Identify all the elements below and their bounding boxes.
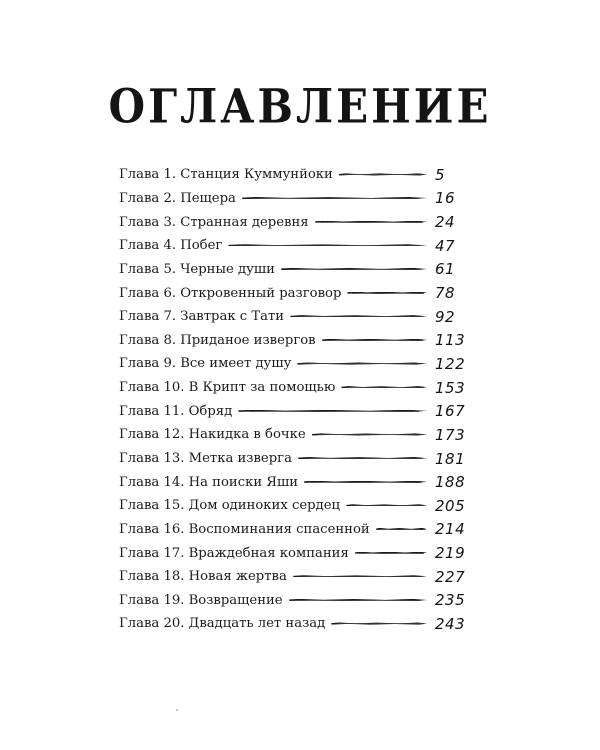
page-number: 5 [435,165,446,184]
toc-row[interactable] [119,541,479,565]
toc-row[interactable] [119,518,479,542]
page-number: 16 [435,189,456,208]
leader-line [304,481,427,484]
leader-line [297,362,427,365]
chapter-title: Глава 2. Пещера [119,190,236,206]
chapter-title: Глава 20. Двадцать лет назад [119,616,326,632]
page-number: 167 [435,402,466,421]
leader-line [341,386,427,389]
page-number: 227 [435,567,466,586]
page-number: 181 [435,449,466,468]
leader-line [355,552,427,555]
toc-row[interactable] [119,447,479,471]
leader-line [293,575,427,578]
page-number: 24 [435,213,456,232]
leader-line [289,599,427,602]
leader-line [331,622,427,625]
toc-row[interactable] [119,187,479,211]
page-number: 214 [435,520,466,539]
toc-row[interactable] [119,589,479,613]
chapter-title: Глава 12. Накидка в бочке [119,427,306,443]
toc-row[interactable] [119,470,479,494]
page-number: 219 [435,544,466,563]
toc-row[interactable] [119,352,479,376]
chapter-title: Глава 5. Черные души [119,261,275,277]
page-number: 188 [435,473,466,492]
chapter-title: Глава 17. Враждебная компания [119,545,349,561]
paper-speck [176,709,178,711]
toc-row[interactable] [119,612,479,636]
page-number: 173 [435,425,466,444]
leader-line [322,339,427,342]
chapter-title: Глава 4. Побег [119,238,223,254]
chapter-title: Глава 15. Дом одиноких сердец [119,498,341,514]
leader-line [290,315,427,318]
toc-row[interactable] [119,399,479,423]
leader-line [312,433,427,436]
leader-line [238,410,427,413]
table-of-contents [119,163,479,636]
page-number: 47 [435,236,456,255]
chapter-title: Глава 1. Станция Куммунйоки [119,167,333,183]
chapter-title: Глава 9. Все имеет душу [119,356,292,372]
page-number: 153 [435,378,466,397]
leader-line [298,457,427,460]
chapter-title: Глава 19. Возвращение [119,592,283,608]
toc-row[interactable] [119,234,479,258]
page-number: 243 [435,614,466,633]
leader-line [281,268,427,271]
chapter-title: Глава 8. Приданое извергов [119,332,316,348]
leader-line [346,504,427,507]
toc-row[interactable] [119,305,479,329]
toc-row[interactable] [119,163,479,187]
page-number: 122 [435,354,466,373]
chapter-title: Глава 10. В Крипт за помощью [119,380,336,396]
page-number: 92 [435,307,456,326]
page-number: 113 [435,331,466,350]
chapter-title: Глава 16. Воспоминания спасенной [119,521,370,537]
chapter-title: Глава 13. Метка изверга [119,451,292,466]
toc-row[interactable] [119,258,479,282]
leader-line [376,528,427,531]
page-number: 78 [435,284,456,303]
toc-row[interactable] [119,494,479,518]
page-number: 61 [435,260,456,279]
leader-line [242,197,427,200]
chapter-title: Глава 18. Новая жертва [119,569,287,585]
toc-row[interactable] [119,210,479,234]
chapter-title: Глава 14. На поиски Яши [119,474,298,490]
page-number: 235 [435,591,466,610]
chapter-title: Глава 11. Обряд [119,403,233,419]
leader-line [339,173,427,176]
chapter-title: Глава 7. Завтрак с Тати [119,309,285,325]
leader-line [315,221,427,224]
toc-row[interactable] [119,376,479,400]
page-title: ОГЛАВЛЕНИЕ [108,79,492,134]
toc-row[interactable] [119,281,479,305]
leader-line [228,244,427,247]
toc-row[interactable] [119,423,479,447]
page-number: 205 [435,496,466,515]
chapter-title: Глава 6. Откровенный разговор [119,285,342,301]
leader-line [347,292,427,295]
toc-row[interactable] [119,328,479,352]
chapter-title: Глава 3. Странная деревня [119,214,309,230]
toc-row[interactable] [119,565,479,589]
